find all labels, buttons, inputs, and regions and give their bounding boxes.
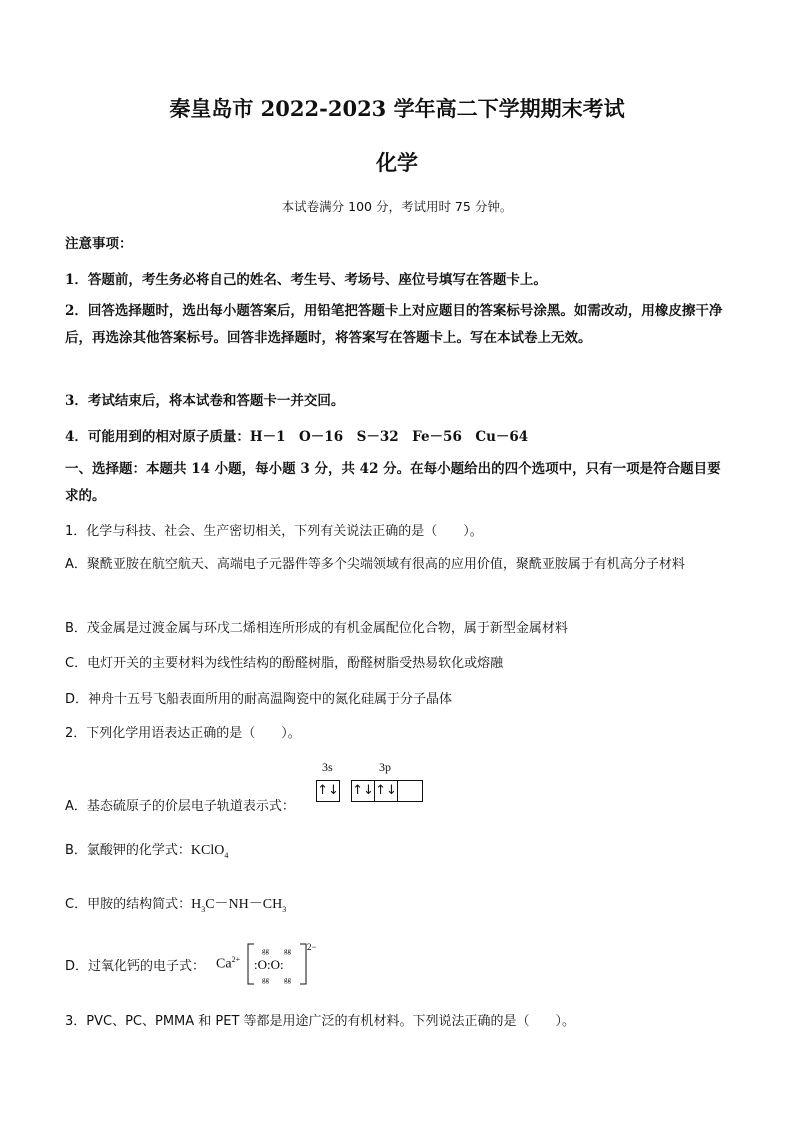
orbital-box-3s: ↑↓ — [316, 780, 340, 802]
peroxide-electron-dot — [244, 940, 320, 988]
peroxide-anion: :O:O: — [254, 957, 284, 972]
orbital-box-3p-2: ↑↓ — [374, 780, 398, 802]
peroxide-charge: 2− — [307, 942, 317, 952]
formula-sub-1: 3 — [201, 904, 206, 914]
exam-note: 本试卷满分 100 分，考试用时 75 分钟。 — [281, 199, 513, 214]
orbital-box-3p-1: ↑↓ — [351, 780, 375, 802]
q2-stem: 2．下列化学用语表达正确的是（ ）。 — [65, 726, 301, 741]
ca-symbol: Ca — [216, 956, 232, 972]
q2-option-c — [65, 893, 286, 914]
orbital-label-3p: 3p — [379, 760, 391, 774]
q2-option-d: D．过氧化钙的电子式： — [65, 959, 206, 974]
q1-option-c: C．电灯开关的主要材料为线性结构的酚醛树脂，酚醛树脂受热易软化或熔融 — [65, 656, 504, 671]
exam-title: 秦皇岛市 2022-2023 学年高二下学期期末考试 — [169, 96, 625, 121]
q2-option-a: A．基态硫原子的价层电子轨道表示式： — [65, 799, 295, 814]
formula-part-1: H — [191, 897, 202, 912]
notice-item-2: 2．回答选择题时，选出每小题答案后，用铅笔把答题卡上对应题目的答案标号涂黑。如需改动，用橡皮擦干净后，再选涂其他答案标号。回答非选择题时，将答案写在答题卡上。写在本试卷上无效。 — [65, 303, 723, 346]
notice-item-1: 1．答题前，考生务必将自己的姓名、考生号、考场号、座位号填写在答题卡上。 — [65, 272, 547, 288]
notices-heading: 注意事项： — [65, 236, 133, 252]
methylamine-formula — [191, 897, 286, 912]
orbital-box-3p-3 — [397, 780, 423, 802]
section1-heading: 一、选择题：本题共 14 小题，每小题 3 分，共 42 分。在每小题给出的四个选项中，只有一项是符合题目要求的。 — [65, 461, 721, 504]
q2-option-b-text: B．氯酸钾的化学式： — [65, 843, 191, 858]
svg-text:gg: gg — [284, 976, 291, 984]
formula-sub-2: 3 — [282, 904, 287, 914]
ca-charge: 2+ — [231, 955, 241, 964]
formula-part-2: C－NH－CH — [205, 897, 283, 912]
kclo4-main: KClO — [190, 843, 225, 858]
q3-stem: 3．PVC、PC、PMMA 和 PET 等都是用途广泛的有机材料。下列说法正确的是（ ）。 — [65, 1014, 576, 1029]
svg-text:gg: gg — [284, 947, 291, 955]
calcium-cation — [216, 955, 240, 973]
q1-option-b: B．茂金属是过渡金属与环戊二烯相连所形成的有机金属配位化合物，属于新型金属材料 — [65, 621, 568, 636]
svg-text:gg: gg — [262, 947, 269, 955]
q1-stem: 1．化学与科技、社会、生产密切相关，下列有关说法正确的是（ ）。 — [65, 524, 483, 539]
svg-text:gg: gg — [262, 976, 269, 984]
subject-title: 化学 — [376, 150, 418, 175]
notice-item-3: 3．考试结束后，将本试卷和答题卡一并交回。 — [65, 393, 345, 409]
kclo4-formula — [191, 843, 228, 858]
q1-option-a: A．聚酰亚胺在航空航天、高端电子元器件等多个尖端领域有很高的应用价值，聚酰亚胺属于有机高分子材料 — [65, 557, 685, 572]
notice-item-4: 4．可能用到的相对原子质量：H－1 O－16 S－32 Fe－56 Cu－64 — [65, 429, 529, 445]
orbital-label-3s: 3s — [322, 760, 333, 774]
kclo4-sub: 4 — [224, 850, 229, 860]
q1-option-d: D．神舟十五号飞船表面所用的耐高温陶瓷中的氮化硅属于分子晶体 — [65, 692, 453, 707]
q2-option-c-text: C．甲胺的结构简式： — [65, 897, 192, 912]
q2-option-b — [65, 839, 228, 860]
